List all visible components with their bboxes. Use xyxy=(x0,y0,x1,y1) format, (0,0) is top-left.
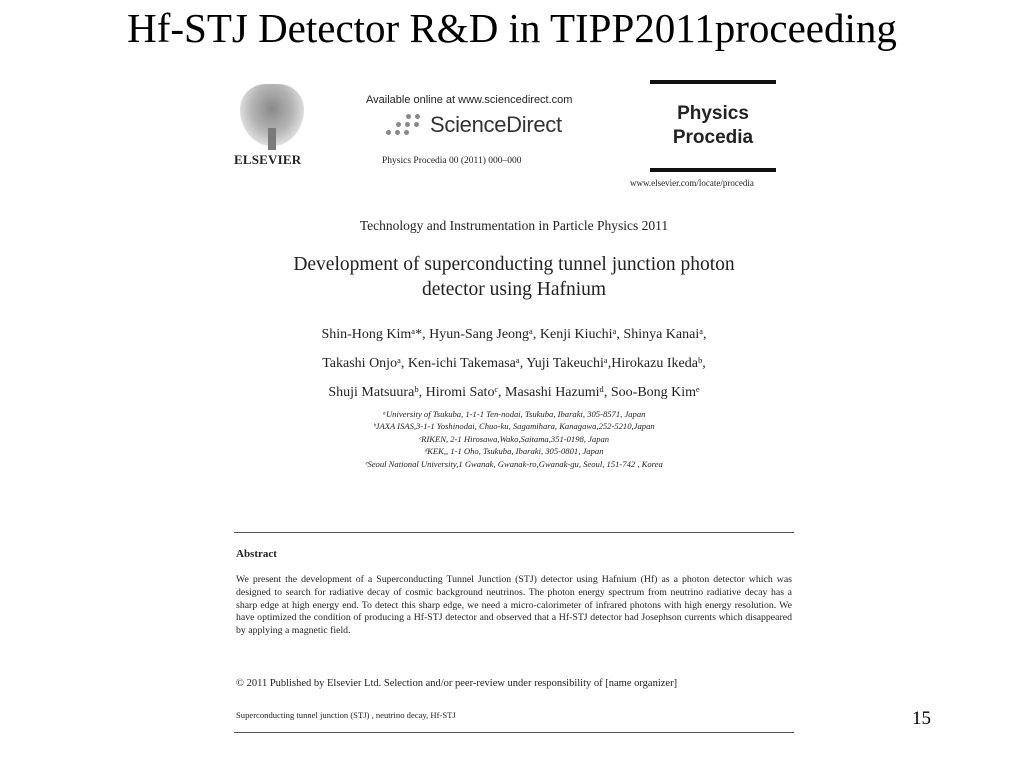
affiliation-line: ᵇJAXA ISAS,3-1-1 Yoshinodai, Chuo-ku, Sagamihara, Kanagawa,252-5210,Japan xyxy=(373,421,655,432)
author-list xyxy=(232,320,796,407)
divider xyxy=(234,732,794,733)
paper-image xyxy=(232,78,796,738)
sciencedirect-wordmark: ScienceDirect xyxy=(430,112,562,137)
paper-title-line2: detector using Hafnium xyxy=(421,279,607,300)
conference-name: Technology and Instrumentation in Particle Physics 2011 xyxy=(359,218,669,233)
affiliation-line: ᵉSeoul National University,1 Gwanak, Gwanak-ro,Gwanak-gu, Seoul, 151-742 , Korea xyxy=(365,458,663,469)
journal-name xyxy=(650,102,776,150)
sciencedirect-logo xyxy=(384,108,584,142)
sciencedirect-dots-icon xyxy=(384,114,428,138)
author-line: Shin-Hong Kimᵃ*, Hyun-Sang Jeongᵃ, Kenji Kiuchiᵃ, Shinya Kanaiᵃ, xyxy=(321,327,707,342)
physics-procedia-logo xyxy=(650,80,776,172)
available-online-text: Available online at www.sciencedirect.com xyxy=(366,94,573,106)
affiliation-line: ᵈKEK,, 1-1 Oho, Tsukuba, Ibaraki, 305-0801, Japan xyxy=(424,446,604,457)
elsevier-logo xyxy=(234,84,310,172)
page-number: 15 xyxy=(912,708,931,729)
author-line: Shuji Matsuuraᵇ, Hiromi Satoᶜ, Masashi Hazumiᵈ, Soo-Bong Kimᵉ xyxy=(328,385,700,400)
affiliation-line: ᶜRIKEN, 2-1 Hirosawa,Wako,Saitama,351-0198, Japan xyxy=(418,433,610,444)
author-line: Takashi Onjoᵃ, Ken-ichi Takemasaᵃ, Yuji Takeuchiᵃ,Hirokazu Ikedaᵇ, xyxy=(322,356,706,371)
affiliation-list xyxy=(232,408,796,470)
journal-citation: Physics Procedia 00 (2011) 000–000 xyxy=(382,156,522,166)
paper-title xyxy=(232,252,796,302)
tree-trunk xyxy=(268,128,276,150)
divider xyxy=(234,532,794,533)
paper-title-line1: Development of superconducting tunnel junction photon xyxy=(293,254,735,275)
journal-url: www.elsevier.com/locate/procedia xyxy=(630,178,754,188)
journal-name-line1: Physics xyxy=(677,103,749,124)
copyright-notice: © 2011 Published by Elsevier Ltd. Selection and/or peer-review under responsibility of [name organizer] xyxy=(236,678,678,689)
slide-title: Hf-STJ Detector R&D in TIPP2011proceeding xyxy=(127,5,897,51)
abstract-text: We present the development of a Superconducting Tunnel Junction (STJ) detector using Hafnium (Hf) as a photon detector which was designed to search for radiative decay of cosmic background neutrinos. The photon energy spectrum from neutrino radiative decay has a sharp edge at high energy end. To detect this sharp edge, we need a micro-calorimeter of infrared photons with high energy resolution. We have optimized the condition of producing a Hf-STJ detector and observed that a Hf-STJ detector had Josephson currents which disappeared by applying a magnetic field. xyxy=(236,574,792,637)
elsevier-wordmark: ELSEVIER xyxy=(234,152,302,167)
keywords: Superconducting tunnel junction (STJ) , neutrino decay, Hf-STJ xyxy=(236,710,456,720)
abstract-heading: Abstract xyxy=(236,548,277,560)
affiliation-line: ᵃUniversity of Tsukuba, 1-1-1 Ten-nodai, Tsukuba, Ibaraki, 305-8571, Japan xyxy=(382,409,646,419)
journal-name-line2: Procedia xyxy=(672,127,754,148)
